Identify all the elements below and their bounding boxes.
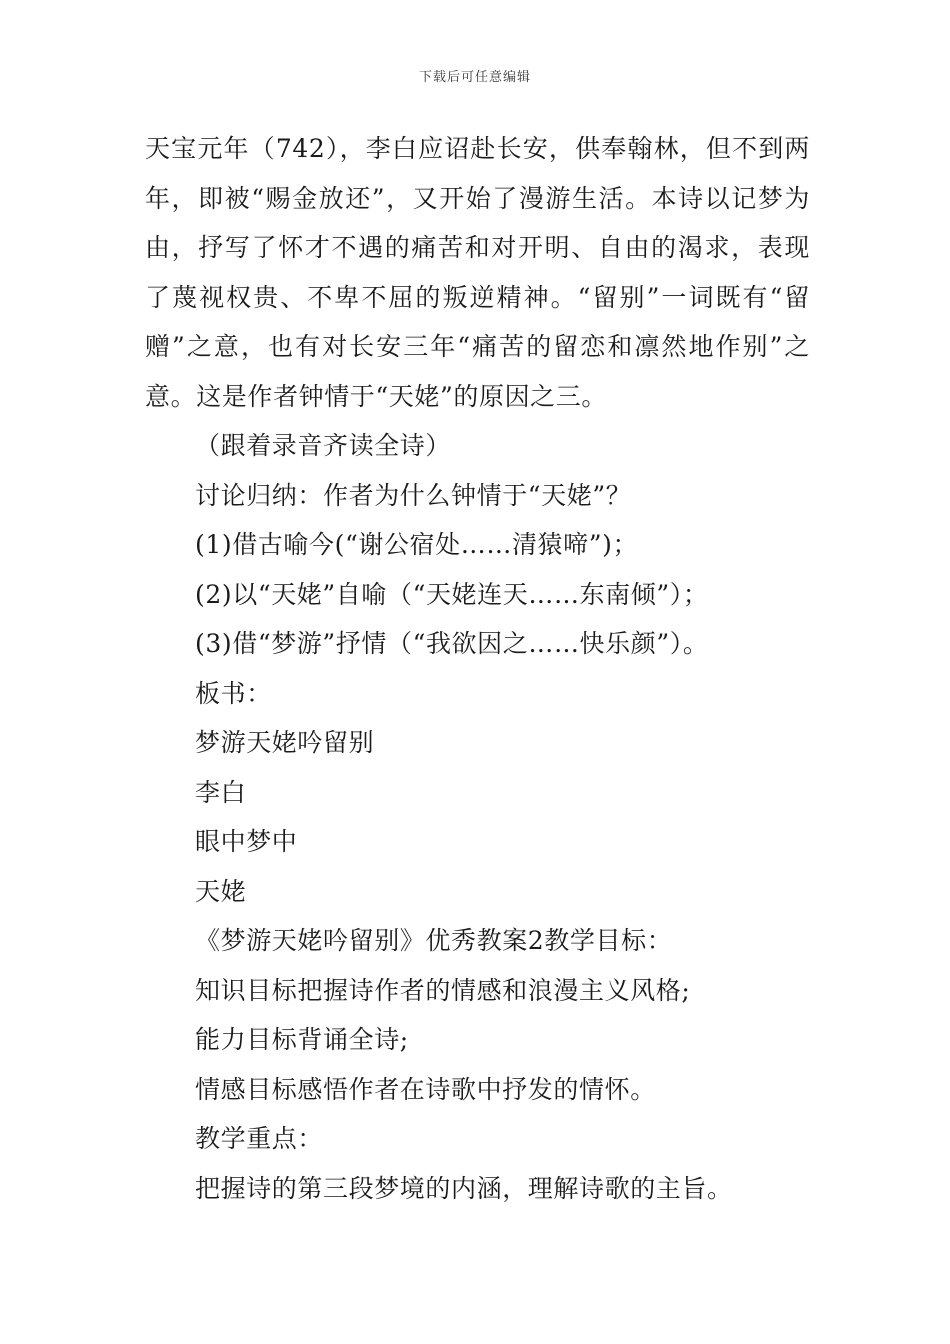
intro-paragraph: 天宝元年（742），李白应诏赴长安，供奉翰林，但不到两年，即被“赐金放还”，又开始了漫游生活。本诗以记梦为由，抒写了怀才不遇的痛苦和对开明、自由的渴求，表现了蔑视权贵、不卑不屈的叛逆精神。“留别”一词既有“留赠”之意，也有对长安三年“痛苦的留恋和凛然地作别”之意。这是作者钟情于“天姥”的原因之三。 [145,134,810,411]
text-line-author: 李白 [195,777,247,807]
text-line-eye-dream: 眼中梦中 [195,827,298,856]
text-line-discussion: 讨论归纳：作者为什么钟情于“天姥”？ [195,480,632,510]
text-line-emotion-goal: 情感目标感悟作者在诗歌中抒发的情怀。 [195,1074,656,1104]
text-line-tianmu: 天姥 [195,876,247,906]
text-line-read-aloud: （跟着录音齐读全诗） [195,431,452,460]
text-line-ability-goal: 能力目标背诵全诗; [195,1025,409,1054]
text-line-blackboard: 板书： [195,678,272,708]
text-line-knowledge-goal: 知识目标把握诗作者的情感和浪漫主义风格; [195,975,691,1005]
text-line-point-2: (2)以“天姥”自喻（“天姥连天……东南倾”）； [195,579,709,609]
text-line-poem-title: 梦游天姥吟留别 [195,728,375,757]
page-header: 下载后可任意编辑 [418,70,531,85]
text-line-key-points: 教学重点： [195,1124,324,1153]
text-line-key-point-detail: 把握诗的第三段梦境的内涵，理解诗歌的主旨。 [195,1173,733,1203]
text-line-lesson-plan-2: 《梦游天姥吟留别》优秀教案2教学目标： [195,926,673,955]
text-line-point-3: (3)借“梦游”抒情（“我欲因之……快乐颜”）。 [195,629,709,658]
text-line-point-1: (1)借古喻今(“谢公宿处……清猿啼”)； [195,530,639,559]
document-body [145,124,810,1213]
